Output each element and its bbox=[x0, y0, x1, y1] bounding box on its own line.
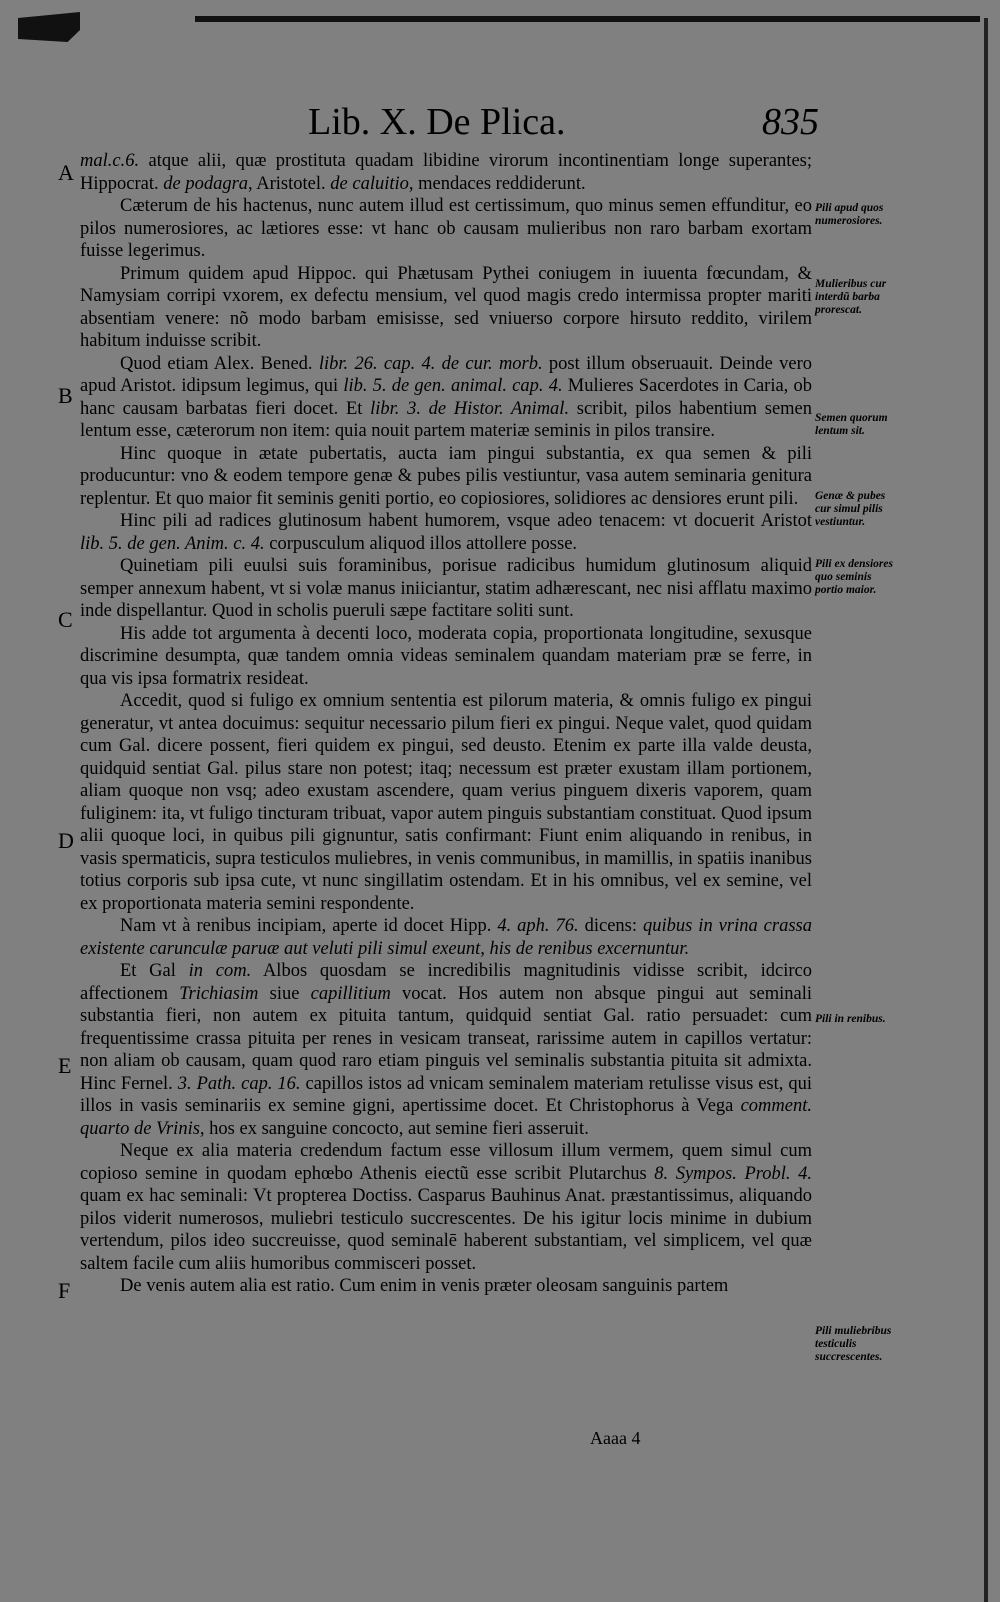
citation-text: 4. aph. 76. bbox=[497, 916, 579, 936]
body-text: De venis autem alia est ratio. Cum enim in venis præter oleosam sanguinis partem bbox=[120, 1276, 729, 1296]
main-text-column bbox=[80, 150, 812, 1298]
ink-smudge bbox=[18, 12, 80, 42]
body-text: post illum obseruauit. Deinde vero apud Aristot. idipsum legimus, qui bbox=[80, 353, 812, 396]
page-edge bbox=[984, 18, 988, 1602]
citation-text: lib. 5. de gen. Anim. c. 4. bbox=[80, 533, 265, 554]
citation-text: in com. bbox=[188, 961, 252, 981]
body-text: vocat. Hos autem non absque pingui aut seminali substantia fieri, non autem ex pituita tantum, quidquid sentiat Gal. ratio persuadet: cum frequentissime crassa pituita per renes in vesicam transeat, rarissime autem in capillos vertatur: non aliam ob causam, quam quod raro etiam pinguis vel seminalis substantia pituita sit admixta. Hinc Fernel. bbox=[80, 983, 812, 1094]
citation-text: Trichiasim bbox=[179, 983, 259, 1004]
body-paragraph bbox=[80, 960, 812, 1140]
body-text: Quod etiam Alex. Bened. bbox=[120, 353, 319, 374]
citation-text: de caluitio bbox=[330, 173, 409, 194]
citation-text: de podagra bbox=[163, 173, 249, 194]
body-text: Neque ex alia materia credendum factum esse villosum illum vermem, quem simul cum copioso semine in quodam ephœbo Athenis eiectũ esse scribit Plutarchus bbox=[80, 1141, 812, 1184]
body-text: Nam vt à renibus incipiam, aperte id docet Hipp. bbox=[120, 916, 498, 936]
body-paragraph bbox=[80, 623, 812, 691]
body-paragraph bbox=[80, 263, 812, 353]
body-text: scribit, pilos habentium semen lentum esse, cæterorum non item: quia nouit partem materiæ seminis in pilos transire. bbox=[80, 398, 813, 441]
body-text: Accedit, quod si fuligo ex omnium sententia est pilorum materia, & omnis fuligo ex pingui generatur, vt antea docuimus: sequitur necessario pilum fieri ex pingui. Neque valet, quod quidam cum Gal. dicere possent, fieri quidem ex pingui, sed deusto. Etenim ex parte illa valde deusta, quidquid sentiat Gal. pilus stare non potest; itaq; necessum est præter exustam illam portionem, aliam quoque non vsq; adeo exustam ascendere, quam verius pinguem dixeris vaporem, quam fuliginem: ita, vt fuligo tincturam tribuat, vapor autem pinguis substantiam constituat. Quod ipsum alii quoque loci, in quibus pili gignuntur, satis confirmant: Fiunt enim aliquando in renibus, in vasis spermaticis, supra testiculos muliebres, in venis communibus, in mamillis, in spatiis inanibus totius corporis sub ipsa cute, vt nunc singillatim ostendam. Et in his omnibus, vel ex semine, vel ex proportionata materia semini respondente. bbox=[80, 691, 812, 914]
body-text: Mulieres Sacerdotes in Caria, ob hanc causam barbatas fieri docet. Et bbox=[80, 376, 812, 419]
body-text: quam ex hac seminali: Vt propterea Doctiss. Casparus Bauhinus Anat. præstantissimus, aliquando pilos viderit numerosos, muliebri testiculo succrescentes. De his igitur locis minime in dubium vertendum, pilos ideo succreuisse, quod seminalē haberent substantiam, vel simplicem, vel quæ saltem facile cum aliis humoribus commisceri posset. bbox=[80, 1186, 812, 1274]
section-letter-e: E bbox=[58, 1053, 72, 1078]
body-text: Et Gal bbox=[120, 961, 189, 981]
citation-text: capillitium bbox=[310, 983, 391, 1004]
margin-note: Pili muliebribus testiculis succrescentes. bbox=[815, 1325, 892, 1363]
running-header bbox=[0, 100, 1000, 150]
body-paragraph bbox=[80, 195, 812, 263]
body-text: Quinetiam pili euulsi suis foraminibus, porisue radicibus humidum glutinosum aliquid semper annexum habent, vt si volæ manus iniiciantur, statim adhærescant, nec nisi afflatu maximo inde dispellantur. Quod in scholis pueruli sæpe factitare soliti sunt. bbox=[80, 556, 812, 621]
citation-text: libr. 26. cap. 4. de cur. morb. bbox=[318, 353, 543, 374]
margin-note: Pili apud quos numerosiores. bbox=[815, 202, 884, 227]
section-letter-c: C bbox=[58, 607, 73, 632]
body-paragraph bbox=[80, 353, 812, 443]
body-text: dicens: bbox=[578, 916, 643, 936]
section-letter-f: F bbox=[58, 1278, 71, 1303]
citation-text: mal.c.6. bbox=[80, 151, 140, 171]
running-title: Lib. X. De Plica. bbox=[308, 101, 566, 143]
citation-text: quibus in vrina crassa existente carunculæ paruæ aut veluti pili simul exeunt, his de renibus excernuntur. bbox=[80, 916, 812, 959]
body-paragraph bbox=[80, 915, 812, 960]
margin-note: Genæ & pubes cur simul pilis vestiuntur. bbox=[815, 490, 886, 528]
margin-note: Mulieribus cur interdũ barba prorescat. bbox=[815, 278, 887, 316]
citation-text: comment. quarto de Vrinis bbox=[80, 1096, 812, 1139]
header-rule bbox=[195, 16, 980, 22]
body-text: Hinc quoque in ætate pubertatis, aucta iam pingui substantia, ex qua semen & pili producuntur: vno & eodem tempore genæ & pubes pilis vestiuntur, vasa autem seminaria genitura replentur. Et quo maior fit seminis geniti portio, eo copiosiores, solidiores ac densiores erunt pili. bbox=[80, 443, 812, 509]
body-paragraph bbox=[80, 1275, 812, 1298]
body-paragraph bbox=[80, 555, 812, 623]
body-text: Hinc pili ad radices glutinosum habent humorem, vsque adeo tenacem: vt docuerit Aristot bbox=[120, 511, 812, 531]
body-text: corpusculum aliquod illos attollere posse. bbox=[264, 533, 578, 554]
citation-text: 8. Sympos. Probl. 4. bbox=[654, 1163, 812, 1184]
body-text: , mendaces reddiderunt. bbox=[408, 173, 586, 194]
section-letter-b: B bbox=[58, 383, 73, 408]
body-paragraph bbox=[80, 690, 812, 915]
body-text: , hos ex sanguine concocto, aut semine fieri asseruit. bbox=[199, 1118, 589, 1139]
section-letter-a: A bbox=[58, 160, 74, 185]
page-number: 835 bbox=[762, 101, 819, 143]
margin-note: Pili in renibus. bbox=[815, 1013, 886, 1025]
body-paragraph bbox=[80, 510, 812, 555]
body-paragraph bbox=[80, 443, 812, 511]
body-text: atque alii, quæ prostituta quadam libidine virorum incontinentiam longe superantes; Hippocrat. bbox=[80, 151, 812, 194]
body-text: Primum quidem apud Hippoc. qui Phætusam Pythei coniugem in iuuenta fœcundam, & Namysiam corripi vxorem, ex defectu mensium, vel quod magis credo intermissa propter mariti absentiam venere: nõ modo barbam emisisse, sed vniuerso corpore hirsuto reddito, virilem habitum induisse scribit. bbox=[80, 263, 812, 351]
citation-text: lib. 5. de gen. animal. cap. 4. bbox=[343, 376, 563, 396]
body-paragraph bbox=[80, 150, 812, 195]
margin-note: Pili ex densiores quo seminis portio maior. bbox=[815, 558, 893, 596]
citation-text: 3. Path. cap. 16. bbox=[177, 1073, 301, 1094]
body-text: capillos istos ad vnicam seminalem materiam retulisse visus est, qui illos in vasis seminariis ex semine gigni, apertissime docet. Et Christophorus à Vega bbox=[80, 1073, 812, 1116]
citation-text: libr. 3. de Histor. Animal. bbox=[370, 398, 570, 419]
section-letter-d: D bbox=[58, 828, 74, 853]
body-text: Cæterum de his hactenus, nunc autem illud est certissimum, quo minus semen effunditur, eo pilos numerosiores, ac lætiores esse: vt hanc ob causam mulieribus non raro barbam exortam fuisse legerimus. bbox=[80, 196, 812, 261]
body-text: His adde tot argumenta à decenti loco, moderata copia, proportionata longitudine, sexusque discrimine desumpta, quæ tandem omnia videas seminalem quandam materiam præ se ferre, in qua vis ipsa formatrix resideat. bbox=[80, 623, 812, 689]
body-text: Albos quosdam se incredibilis magnitudinis vidisse scribit, idcirco affectionem bbox=[80, 961, 812, 1004]
margin-note: Semen quorum lentum sit. bbox=[815, 412, 888, 437]
body-text: , Aristotel. bbox=[248, 173, 331, 194]
signature-mark: Aaaa 4 bbox=[590, 1428, 641, 1448]
body-paragraph bbox=[80, 1140, 812, 1275]
body-text: siue bbox=[258, 983, 311, 1004]
